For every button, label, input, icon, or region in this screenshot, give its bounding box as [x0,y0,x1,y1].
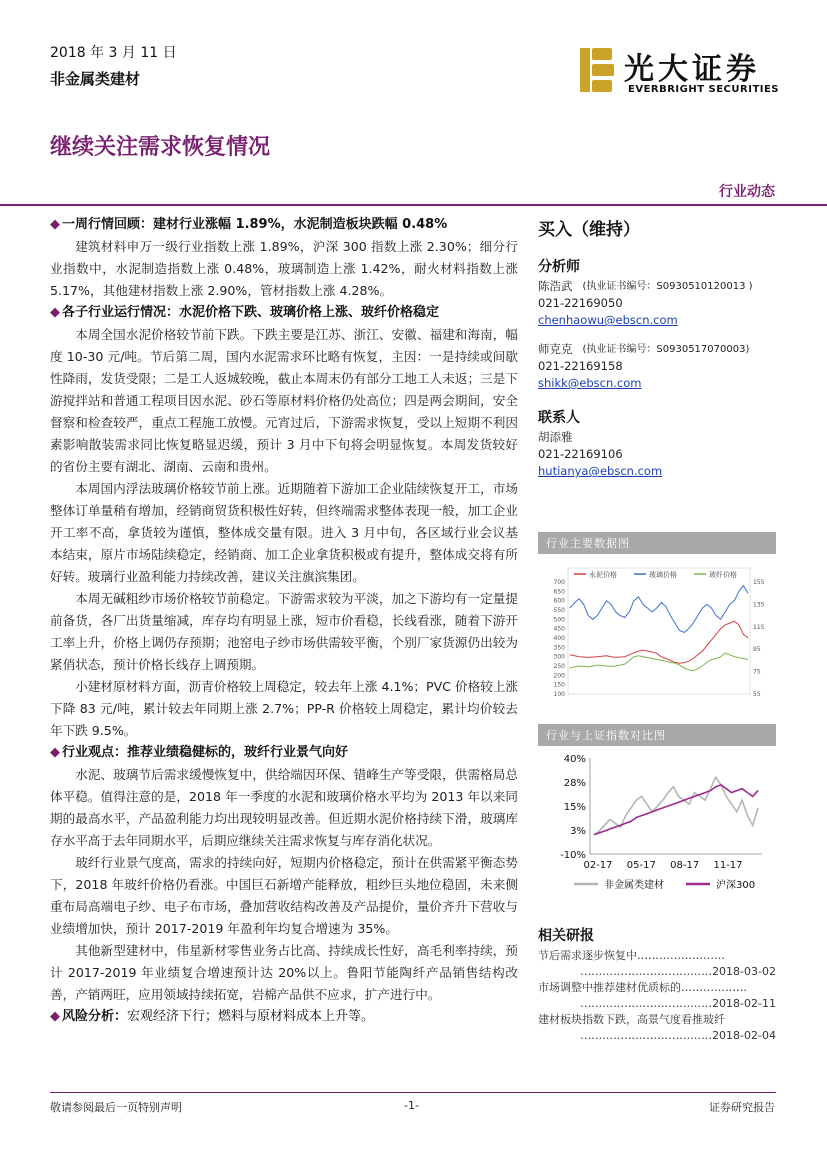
chart-title: 行业与上证指数对比图 [538,724,776,746]
contact-title: 联系人 [538,410,580,426]
paragraph: 本周全国水泥价格较节前下跌。下跌主要是江苏、浙江、安徽、福建和海南，幅度 10-30 元/吨。节后第二周，国内水泥需求环比略有恢复，主因：一是持续或间歇性降雨，发货受限；二是工人返城较晚，截止本周末仍有部分工地工人未返；三是下游搅拌站和普通工程项目因水泥、砂石等原材料价格仍处高位；四是两会期间，安全督察和检查较严，重点工程施工放慢。元宵过后，下游需求恢复，受以上短期不利因素影响散装需求同比恢复略显迟缓，预计 3 月中下旬将会明显恢复。本周发货较好的省份主要有湖北、湖南、云南和贵州。 [50,327,518,474]
y-tick-label: 550 [553,607,565,614]
page-title: 继续关注需求恢复情况 [50,135,271,160]
section-heading: ◆ 一周行情回顾：建材行业涨幅 1.89%，水泥制造板块跌幅 0.48% [50,217,448,232]
y2-tick-label: 55 [753,691,761,698]
paragraph: 水泥、玻璃节后需求缓慢恢复中，供给端因环保、错峰生产等受限，供需格局总体平稳。值得注意的是，2018 年一季度的水泥和玻璃价格水平均为 2013 年以来同期的最高水平，产品盈利能力均出现较明显改善。但近期水泥价格持续下滑，玻璃库存水平高于去年同期水平，后期应继续关注需求恢复与库存消化状况。 [50,767,518,848]
analyst-phone: 021-22169158 [538,359,623,373]
x-tick-label: 11-17 [713,860,743,871]
y-tick-label: 150 [553,681,565,689]
paragraph: 其他新型建材中，伟星新材零售业务占比高、持续成长性好，高毛利率持续，预计 2017-2019 年业绩复合增速预计达 20%以上。鲁阳节能陶纤产品销售结构改善，产销两旺，应用领域持续拓宽，岩棉产品供不应求，扩产进行中。 [50,943,518,1002]
x-tick-label: 02-17 [583,860,613,871]
main-column [50,214,518,1028]
section-heading: ◆ 各子行业运行情况：水泥价格下跌、玻璃价格上涨、玻纤价格稳定 [50,305,440,320]
y-tick-label: -10% [560,850,586,861]
diamond-bullet-icon: ◆ [50,745,60,760]
plot-frame [568,568,750,694]
paragraph: 建筑材料申万一级行业指数上涨 1.89%，沪深 300 指数上涨 2.30%；细分行业指数中，水泥制造指数上涨 0.48%，玻璃制造上涨 1.42%，耐火材料指数上涨 5.17%，其他建材指数上涨 2.90%，管材指数上涨 4.28%。 [50,239,518,298]
sidebar [538,222,776,480]
logo-english: EVERBRIGHT SECURITIES [628,84,780,95]
rating: 买入（维持） [538,220,640,240]
chart-title: 行业主要数据图 [538,532,776,554]
research-item[interactable]: 建材板块指数下跌，高景气度看推玻纤 [538,1013,725,1026]
logo-chinese: 光大证券 [624,52,760,87]
y-tick-label: 100 [553,691,565,698]
x-tick-label: 08-17 [670,860,700,871]
y-tick-label: 500 [553,616,565,624]
analyst-name: 陈浩武 [538,279,573,293]
analyst-cert: (执业证书编号：S0930510120013 ) [582,281,753,292]
y2-tick-label: 155 [753,579,765,586]
y-tick-label: 250 [553,663,565,670]
footer-divider [50,1092,776,1093]
y-tick-label: 3% [570,826,586,837]
research-date: ………………………………2018-02-04 [580,1029,776,1042]
contact-phone: 021-22169106 [538,447,623,461]
y2-tick-label: 75 [753,668,761,676]
footer-label: 证券研究报告 [709,1101,775,1114]
y2-tick-label: 95 [753,646,761,654]
paragraph: 本周国内浮法玻璃价格较节前上涨。近期随着下游加工企业陆续恢复开工，市场整体订单量稍有增加，经销商贸货积极性好转，但终端需求整体表现一般，加工企业开工率不高，拿货较为谨慎，整体成交量有限。进入 3 月中旬，各区域行业会议基本结束，原片市场陆续稳定，经销商、加工企业拿货积极或有提升，整体成交将有所好转。玻璃行业盈利能力持续改善，建议关注旗滨集团。 [50,481,518,584]
legend-label: 水泥价格 [589,571,617,579]
legend-label: 玻纤价格 [709,571,737,579]
analyst-phone: 021-22169050 [538,296,623,310]
everbright-logo-icon [580,48,614,92]
y-tick-label: 200 [553,672,565,680]
report-date: 2018 年 3 月 11 日 [50,45,177,61]
research-title: 相关研报 [538,928,594,944]
related-research [538,922,776,1044]
paragraph: 玻纤行业景气度高，需求的持续向好，短期内价格稳定，预计在供需紧平衡态势下，2018 年玻纤价格仍看涨。中国巨石新增产能释放，粗纱巨头地位稳固，未来侧重布局高端电子纱、电子布市场，叠加营收结构改善及产品提价，量价齐升下营收与业绩增加快，预计 2017-2019 年盈利年均复合增速为 35%。 [50,855,518,936]
y-tick-label: 28% [563,778,586,789]
research-date: ………………………………2018-03-02 [580,965,776,978]
contact-name: 胡添雅 [538,430,573,444]
y-tick-label: 600 [553,597,565,605]
series-line [570,586,748,633]
analyst-name: 师克克 [538,342,573,356]
y2-tick-label: 135 [753,601,765,609]
y-tick-label: 400 [553,635,565,642]
legend-label: 玻璃价格 [649,571,677,579]
y-tick-label: 450 [553,625,565,633]
analyst-email[interactable]: chenhaowu@ebscn.com [538,313,678,327]
industry-data-chart [538,532,776,708]
analyst-cert: (执业证书编号：S0930517070003) [582,344,750,355]
contact-email[interactable]: hutianya@ebscn.com [538,464,663,478]
report-type-tag: 行业动态 [719,184,775,200]
section-heading: ◆ 风险分析：宏观经济下行；燃料与原材料成本上升等。 [50,1009,375,1024]
paragraph: 小建材原材料方面，沥青价格较上周稳定，较去年上涨 4.1%；PVC 价格较上涨下降 83 元/吨，累计较去年同期上涨 2.7%；PP-R 价格较上周稳定，累计均价较去年下跌 9.5%。 [50,679,519,738]
y-tick-label: 350 [553,644,565,652]
analyst-email[interactable]: shikk@ebscn.com [538,376,642,390]
industry-data-svg [538,554,776,704]
y-tick-label: 700 [553,579,565,586]
diamond-bullet-icon: ◆ [50,217,60,232]
header-divider [0,204,827,206]
index-compare-svg [538,746,776,916]
diamond-bullet-icon: ◆ [50,1009,60,1024]
x-tick-label: 05-17 [626,860,656,871]
y-tick-label: 15% [563,802,586,813]
series-line [570,621,748,663]
paragraph: 本周无碱粗纱市场价格较节前稳定。下游需求较为平淡，加之下游均有一定量提前备货，各厂出货量缩减，库存均有明显上涨，短市价看稳，长线看涨，随着下游开工率上升，价格上调仍存预期；池窑电子纱市场供需较平衡，个别厂家货源仍出较为紧俏状态，预计价格长线存上调预期。 [50,591,518,672]
legend-label: 沪深300 [716,880,756,891]
footer-disclaimer: 敬请参阅最后一页特别声明 [50,1101,182,1114]
y-tick-label: 40% [563,754,586,765]
y2-tick-label: 115 [753,623,765,631]
y-tick-label: 300 [553,653,565,661]
research-date: ………………………………2018-02-11 [580,997,776,1010]
sector-name: 非金属类建材 [50,70,141,88]
diamond-bullet-icon: ◆ [50,305,60,320]
legend-label: 非金属类建材 [604,880,664,891]
research-item[interactable]: 节后需求逐步恢复中…………………… [538,949,725,962]
section-heading: ◆ 行业观点：推荐业绩稳健标的，玻纤行业景气向好 [50,745,349,760]
research-item[interactable]: 市场调整中推荐建材优质标的……………… [538,981,747,994]
y-tick-label: 650 [553,588,565,596]
index-compare-chart [538,724,776,920]
analysts-title: 分析师 [538,259,580,275]
page-number: -1- [404,1099,419,1112]
